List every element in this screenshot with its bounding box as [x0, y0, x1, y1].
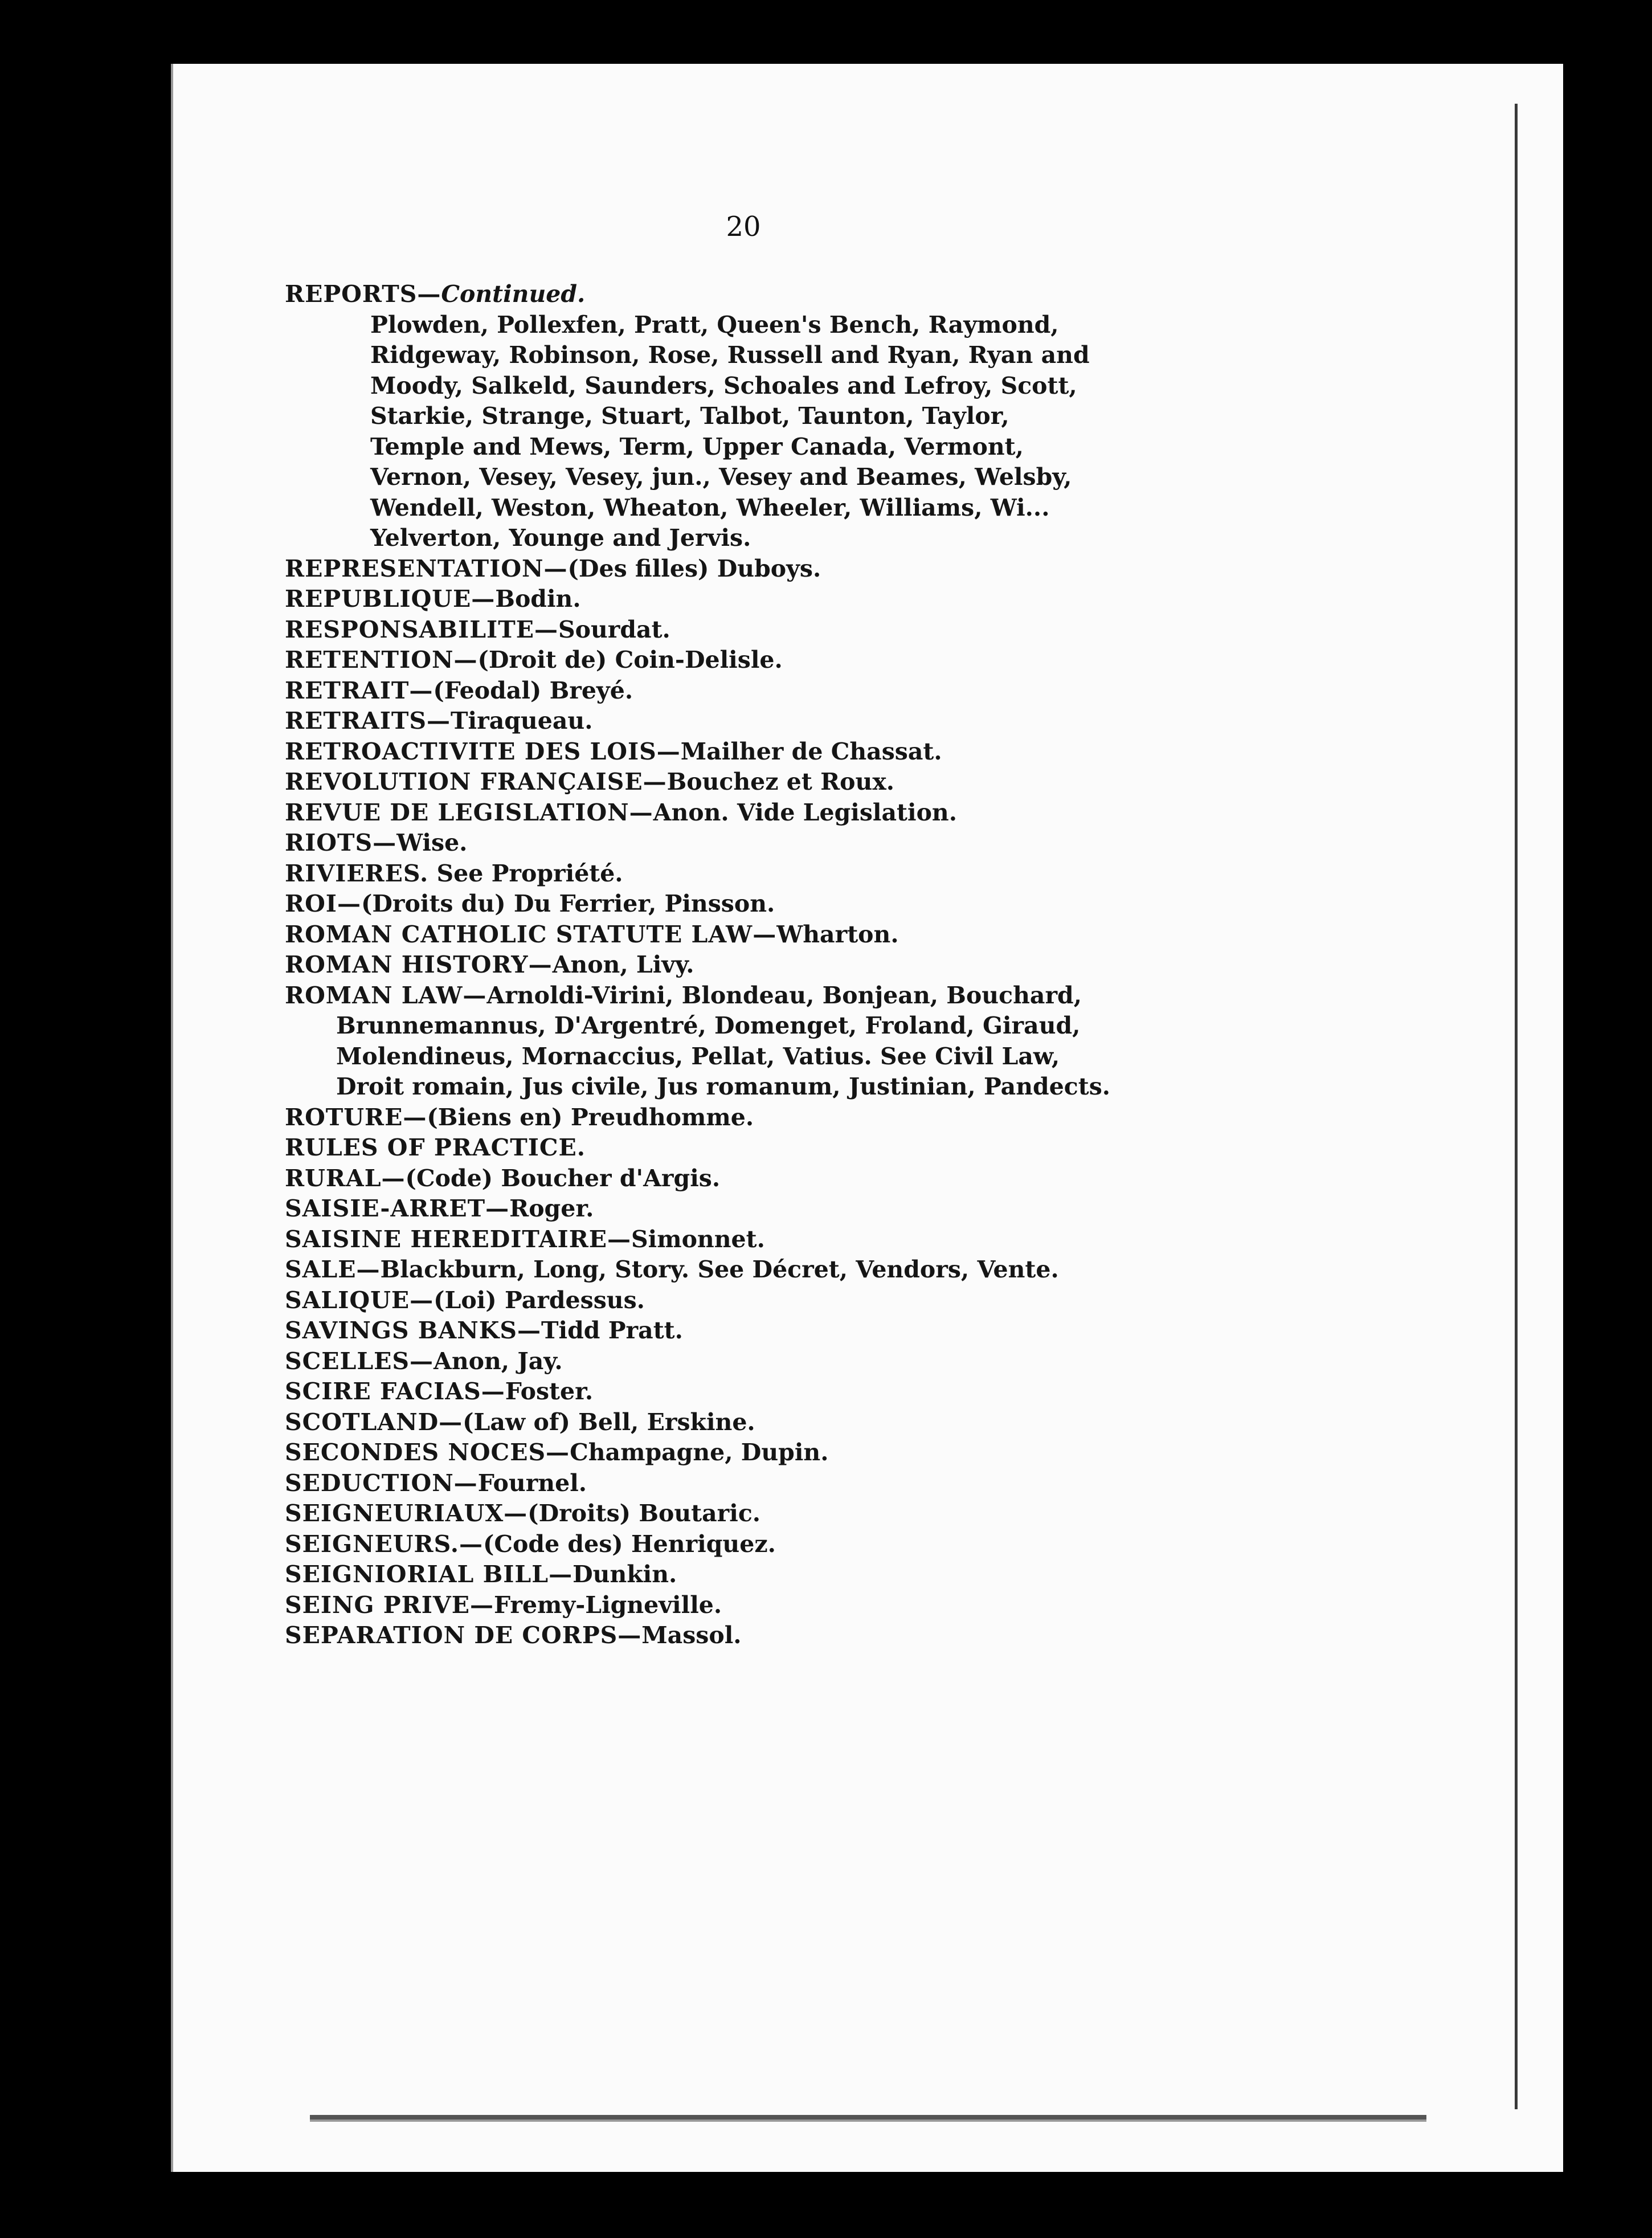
- entry-heading: REVOLUTION FRANÇAISE—: [285, 768, 667, 795]
- index-entry-reports: [285, 279, 1367, 310]
- entry-heading: SEING PRIVE—: [285, 1591, 494, 1619]
- entry-heading: SEIGNEURS.—: [285, 1530, 484, 1558]
- index-entry: [285, 1559, 1367, 1590]
- index-entry: [285, 1163, 1367, 1194]
- entry-heading: SAISINE HEREDITAIRE—: [285, 1225, 632, 1253]
- entry-references: Tidd Pratt.: [541, 1317, 683, 1344]
- index-list: [285, 279, 1367, 1651]
- entry-heading: SEPARATION DE CORPS—: [285, 1622, 642, 1649]
- index-entry: [285, 676, 1367, 706]
- entry-heading: SECONDES NOCES—: [285, 1439, 570, 1466]
- entry-references: Dunkin.: [573, 1561, 677, 1588]
- index-entry: [285, 706, 1367, 737]
- entry-heading: SEIGNIORIAL BILL—: [285, 1561, 573, 1588]
- reports-continuation: Plowden, Pollexfen, Pratt, Queen's Bench, Raymond, Ridgeway, Robinson, Rose, Russell and Ryan, Ryan and Moody, Salkeld, Saunders, Schoales and Lefroy, Scott, Starkie, Strange, Stuart, Talbot, Taunton, Taylor, Temple and Mews, Term, Upper Canada, Vermont, Vernon, Vesey, Vesey, jun., Vesey and Beames, Welsby, Wendell, Weston, Wheaton, Wheeler, Williams, Wi... Yelverton, Younge and Jervis.: [370, 311, 1090, 552]
- index-entries: [285, 554, 1367, 1651]
- entry-heading: SCIRE FACIAS—: [285, 1378, 505, 1405]
- entry-references: Wharton.: [776, 920, 899, 948]
- entry-heading: SEIGNEURIAUX—: [285, 1500, 528, 1527]
- index-entry: [285, 889, 1367, 920]
- index-entry: [285, 615, 1367, 646]
- entry-references: (Des filles) Duboys.: [567, 554, 821, 582]
- entry-references: (Feodal) Breyé.: [433, 676, 633, 704]
- entry-references: (Droit de) Coin-Delisle.: [477, 646, 783, 673]
- entry-references: (Biens en) Preudhomme.: [427, 1103, 754, 1131]
- entry-references: Bodin.: [495, 585, 581, 612]
- entry-references: Fournel.: [477, 1469, 587, 1497]
- entry-heading: ROI—: [285, 890, 361, 917]
- entry-heading: RESPONSABILITE—: [285, 615, 558, 643]
- entry-references: (Law of) Bell, Erskine.: [463, 1408, 755, 1436]
- entry-references: Arnoldi-Virini, Blondeau, Bonjean, Bouchard, Brunnemannus, D'Argentré, Domenget, Froland, Giraud, Molendineus, Mornaccius, Pellat, Vatius. See Civil Law, Droit romain, Jus civile, Jus romanum, Justinian, Pandects.: [336, 981, 1111, 1100]
- entry-heading: RETRAIT—: [285, 676, 434, 704]
- entry-heading: RETROACTIVITE DES LOIS—: [285, 737, 681, 765]
- index-entry: [285, 1437, 1367, 1468]
- entry-references: Mailher de Chassat.: [680, 737, 942, 765]
- index-entry: [285, 1407, 1367, 1438]
- entry-references: Bouchez et Roux.: [666, 768, 895, 795]
- entry-heading: SAVINGS BANKS—: [285, 1317, 541, 1344]
- entry-heading: SEDUCTION—: [285, 1469, 478, 1497]
- index-entry: [285, 767, 1367, 798]
- entry-heading: REPUBLIQUE—: [285, 585, 496, 612]
- entry-heading: RURAL—: [285, 1164, 406, 1192]
- index-entry: [285, 1285, 1367, 1316]
- entry-heading: RETRAITS—: [285, 707, 451, 734]
- index-entry: [285, 828, 1367, 859]
- index-entry: [285, 1194, 1367, 1224]
- entry-heading: RULES OF PRACTICE.: [285, 1134, 586, 1161]
- index-entry: [285, 1620, 1367, 1651]
- entry-references: (Droits du) Du Ferrier, Pinsson.: [361, 890, 775, 917]
- index-entry: [285, 554, 1367, 585]
- entry-references: Anon. Vide Legislation.: [653, 798, 957, 826]
- entry-heading: SCELLES—: [285, 1347, 434, 1375]
- entry-heading: SALIQUE—: [285, 1286, 434, 1314]
- index-entry: [285, 859, 1367, 889]
- page-number: 20: [726, 211, 761, 243]
- entry-references: Anon, Jay.: [434, 1347, 563, 1375]
- index-entry: [285, 584, 1367, 615]
- entry-heading: RETENTION—: [285, 646, 478, 673]
- index-entry: [285, 1590, 1367, 1621]
- index-entry: [285, 920, 1367, 950]
- entry-references: (Loi) Pardessus.: [434, 1286, 645, 1314]
- index-entry: [285, 1468, 1367, 1499]
- entry-references: Roger.: [509, 1195, 594, 1222]
- entry-references: See Propriété.: [428, 859, 623, 887]
- entry-heading: ROTURE—: [285, 1103, 427, 1131]
- entry-references: Massol.: [641, 1622, 742, 1649]
- page-fold-line: [1515, 104, 1518, 2109]
- entry-references: Champagne, Dupin.: [570, 1439, 829, 1466]
- entry-references: Blackburn, Long, Story. See Décret, Vendors, Vente.: [380, 1256, 1059, 1283]
- index-entry: [285, 1316, 1367, 1346]
- continued-label: Continued.: [441, 280, 586, 308]
- entry-references: (Code des) Henriquez.: [483, 1530, 776, 1558]
- index-entry: [285, 737, 1367, 767]
- index-entry: [285, 1224, 1367, 1255]
- entry-references: Fremy-Ligneville.: [493, 1591, 722, 1619]
- entry-heading: SCOTLAND—: [285, 1408, 463, 1436]
- entry-references: (Code) Boucher d'Argis.: [405, 1164, 721, 1192]
- index-entry: [285, 950, 1367, 981]
- index-entry: [285, 1377, 1367, 1407]
- entry-heading: REVUE DE LEGISLATION—: [285, 798, 653, 826]
- index-entry: [285, 1529, 1367, 1560]
- index-entry: [285, 981, 1122, 1102]
- index-entry: [285, 1346, 1367, 1377]
- entry-references: Sourdat.: [558, 615, 670, 643]
- page-bottom-edge: [310, 2115, 1426, 2122]
- entry-references: Tiraqueau.: [451, 707, 593, 734]
- entry-heading: REPORTS—: [285, 280, 441, 308]
- index-entry: [285, 1498, 1367, 1529]
- index-entry: [285, 798, 1367, 828]
- entry-heading: RIVIERES.: [285, 859, 429, 887]
- entry-references: Anon, Livy.: [552, 951, 694, 978]
- index-entry: [285, 645, 1367, 676]
- entry-references: Wise.: [396, 829, 468, 856]
- index-entry: [285, 1255, 1367, 1285]
- index-entry: [285, 1133, 1367, 1163]
- entry-references: Foster.: [505, 1378, 594, 1405]
- entry-heading: SALE—: [285, 1256, 381, 1283]
- entry-heading: REPRESENTATION—: [285, 554, 568, 582]
- entry-heading: SAISIE-ARRET—: [285, 1195, 510, 1222]
- entry-heading: ROMAN HISTORY—: [285, 951, 553, 978]
- entry-references: (Droits) Boutaric.: [528, 1500, 761, 1527]
- entry-heading: ROMAN CATHOLIC STATUTE LAW—: [285, 920, 777, 948]
- entry-references: Simonnet.: [631, 1225, 765, 1253]
- entry-heading: ROMAN LAW—: [285, 981, 487, 1009]
- entry-heading: RIOTS—: [285, 829, 397, 856]
- index-entry: [285, 1102, 1367, 1133]
